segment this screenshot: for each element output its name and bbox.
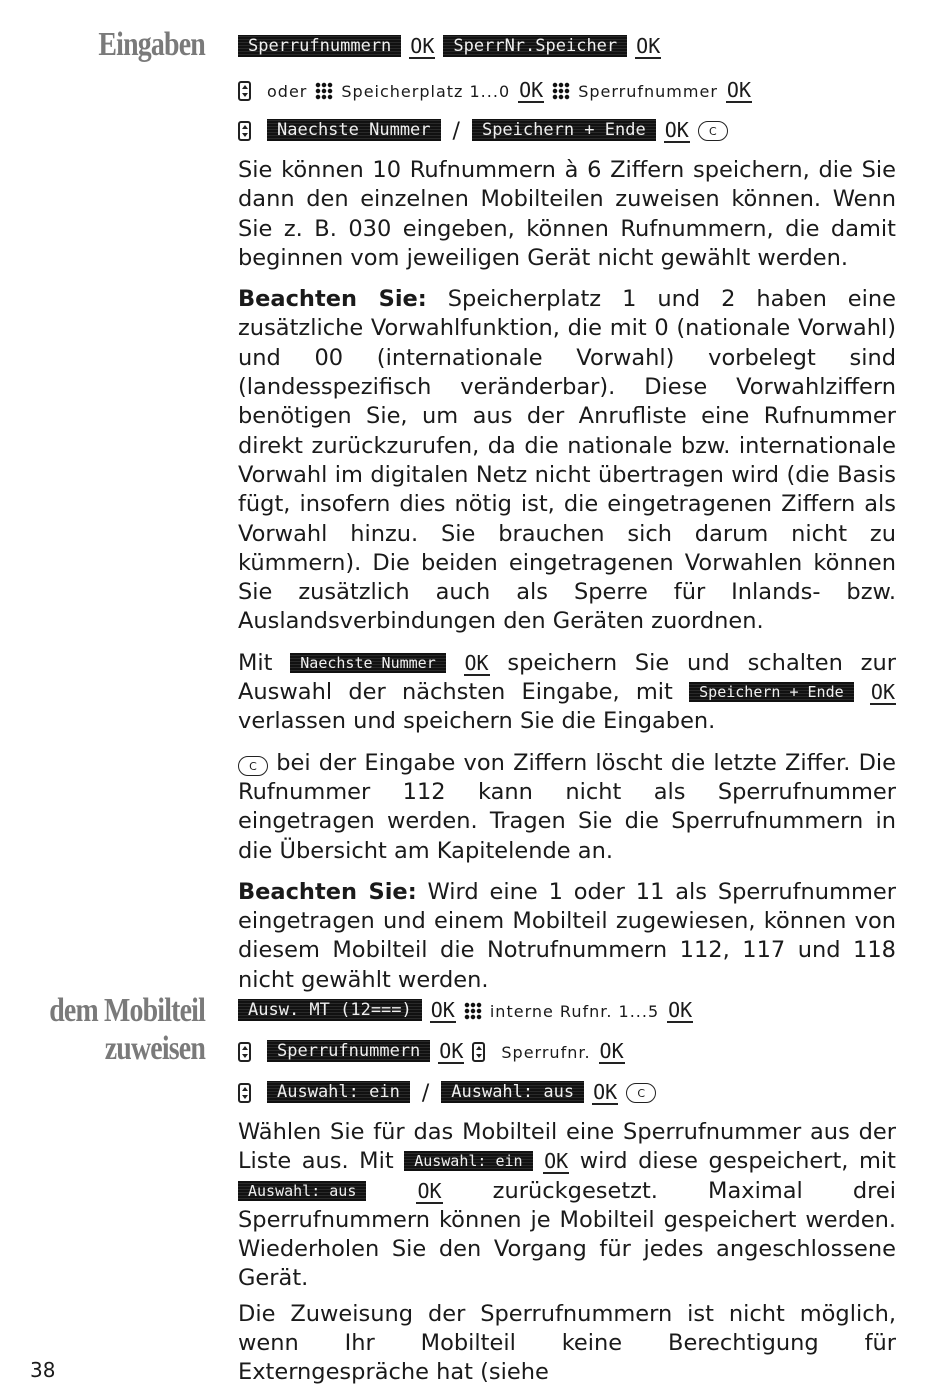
- note-label: Beachten Sie:: [238, 286, 427, 313]
- lcd-speichern-ende: Speichern + Ende: [472, 119, 656, 144]
- section-heading-mobilteil: [49, 992, 205, 1068]
- section-heading-eingaben: Eingaben: [98, 26, 205, 63]
- lcd-auswahl-aus: Auswahl: aus: [238, 1181, 366, 1204]
- paragraph-text: verlassen und speichern Sie die Eingaben.: [238, 708, 716, 735]
- lcd-ausw-mt: Ausw. MT (12===): [238, 999, 422, 1024]
- paragraph-text: speichern Sie und schalten zur Auswahl der nächsten Eingabe, mit: [238, 649, 896, 706]
- lcd-auswahl-aus: Auswahl: aus: [441, 1081, 584, 1106]
- ok-key: OK: [417, 1178, 442, 1203]
- step-row: [238, 30, 896, 64]
- section-eingaben: [238, 30, 896, 995]
- note-label: Beachten Sie:: [238, 878, 417, 905]
- ok-key: OK: [430, 998, 455, 1022]
- lcd-naechste-nummer: Naechste Nummer: [267, 119, 441, 144]
- paragraph-text: Speicherplatz 1 und 2 haben eine zusätzliche Vorwahlfunktion, die mit 0 (nationale Vorwahl) und 00 (internationale Vorwahl) vorbelegt sind (landesspezifisch veränderbar). Diese Vorwahlziffern benötigen Sie, um aus der Anrufliste eine Rufnummer direkt zurückzurufen, da die nationale bzw. internationale Vorwahl im digitalen Netz nicht übertragen wird (die Basis fügt, insofern dies nötig ist, die eingetragenen Ziffern als Vorwahl hinzu. Sie brauchen sich darum nicht zu kümmern). Die beiden eingetragenen Vorwahlen können Sie zusätzlich auch als Sperre für Inlands- bzw. Auslandsverbindungen den Geräten zuordnen.: [238, 286, 896, 635]
- ok-key: OK: [726, 78, 751, 102]
- up-down-key-icon: [238, 1083, 251, 1103]
- ok-key: OK: [593, 1080, 618, 1104]
- ok-key: OK: [599, 1039, 624, 1063]
- step-text: Sperrufnummer: [578, 81, 718, 101]
- separator: /: [421, 1080, 430, 1106]
- lcd-auswahl-ein: Auswahl: ein: [267, 1081, 410, 1106]
- paragraph: [238, 285, 896, 637]
- up-down-key-icon: [238, 1042, 251, 1062]
- paragraph: Die Zuweisung der Sperrufnummern ist nicht möglich, wenn Ihr Mobilteil keine Berechtigung für Externgespräche hat (siehe: [238, 1300, 896, 1386]
- paragraph: [238, 878, 896, 995]
- step-text: Sperrufnr.: [501, 1042, 591, 1062]
- lcd-auswahl-ein: Auswahl: ein: [404, 1151, 532, 1174]
- up-down-key-icon: [238, 81, 251, 101]
- paragraph: [238, 1118, 896, 1294]
- step-row: [238, 1035, 896, 1069]
- ok-key: OK: [664, 118, 689, 142]
- lcd-naechste-nummer: Naechste Nummer: [290, 653, 445, 676]
- ok-key: OK: [870, 680, 895, 705]
- paragraph-text: bei der Eingabe von Ziffern löscht die letzte Ziffer. Die Rufnummer 112 kann nicht als Sperrufnummer eingetragen werden. Tragen Sie die Sperrufnummern in die Übersicht am Kapitelende an.: [238, 749, 896, 864]
- lcd-speichern-ende: Speichern + Ende: [689, 682, 854, 705]
- section-heading-line: zuweisen: [104, 1030, 205, 1067]
- lcd-sperrrufnummern: Sperrufnummern: [267, 1040, 430, 1065]
- keypad-icon: [464, 1002, 482, 1020]
- step-text: oder: [267, 81, 308, 101]
- section-mobilteil-zuweisen: [238, 994, 896, 1388]
- paragraph-text: zurückgesetzt. Maximal drei Sperrufnummern können je Mobilteil gespeichert werden. Wiederholen Sie den Vorgang für jedes angeschlossene Gerät.: [238, 1177, 897, 1292]
- step-row: [238, 1076, 896, 1110]
- step-row: [238, 994, 896, 1028]
- keypad-icon: [315, 82, 333, 100]
- c-key-icon: C: [238, 756, 268, 776]
- step-text: interne Rufnr. 1...5: [489, 1001, 660, 1021]
- keypad-icon: [552, 82, 570, 100]
- section-heading-line: dem Mobilteil: [49, 992, 205, 1029]
- ok-key: OK: [519, 78, 544, 102]
- separator: /: [452, 118, 460, 144]
- paragraph-text: wird diese gespeichert, mit: [569, 1148, 896, 1175]
- lcd-sperrnr-speicher: SperrNr.Speicher: [443, 35, 627, 60]
- paragraph: [238, 649, 896, 737]
- paragraph-text: Wählen Sie für das Mobilteil eine Sperrufnummer aus der Liste aus. Mit: [238, 1119, 896, 1175]
- ok-key: OK: [464, 650, 489, 675]
- paragraph-text: Wird eine 1 oder 11 als Sperrufnummer eingetragen und einem Mobilteil zugewiesen, können von diesem Mobilteil die Notrufnummern 112, 117 und 118 nicht gewählt werden.: [238, 878, 896, 993]
- ok-key: OK: [668, 998, 693, 1022]
- ok-key: OK: [410, 34, 435, 58]
- page-number: 38: [30, 1358, 56, 1382]
- step-row: [238, 114, 896, 148]
- paragraph: Sie können 10 Rufnummern à 6 Ziffern speichern, die Sie dann den einzelnen Mobilteilen zuweisen können. Wenn Sie z. B. 030 eingeben, können Rufnummern, die damit beginnen vom jeweiligen Gerät nicht gewählt werden.: [238, 157, 896, 271]
- ok-key: OK: [439, 1039, 464, 1063]
- up-down-key-icon: [472, 1042, 485, 1062]
- step-row: [238, 74, 896, 108]
- paragraph: [238, 749, 896, 866]
- c-key-icon: C: [626, 1083, 656, 1103]
- ok-key: OK: [636, 34, 661, 58]
- lcd-sperrrufnummern: Sperrufnummern: [238, 35, 401, 60]
- step-text: Speicherplatz 1...0: [341, 81, 511, 101]
- ok-key: OK: [544, 1149, 569, 1174]
- up-down-key-icon: [238, 121, 251, 141]
- c-key-icon: C: [698, 121, 728, 141]
- paragraph-text: Mit: [238, 649, 291, 676]
